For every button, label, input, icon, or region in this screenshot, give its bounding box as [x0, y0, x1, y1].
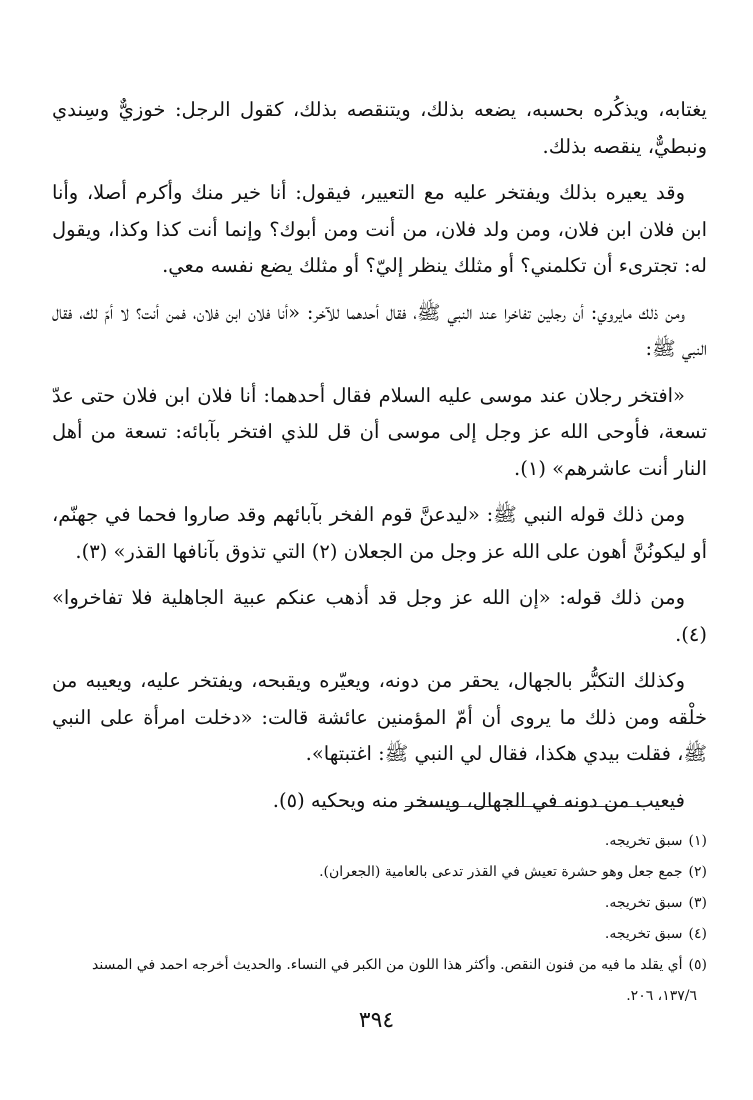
footnote-number: (٢): [688, 864, 707, 880]
footnote-text: سبق تخريجه.: [604, 926, 683, 942]
footnote-number: (٣): [688, 895, 707, 911]
main-text: [52, 92, 707, 829]
footnote-1: [52, 826, 707, 857]
footnote-text: سبق تخريجه.: [604, 895, 683, 911]
paragraph-4: «افتخر رجلان عند موسى عليه السلام فقال أحدهما: أنا فلان ابن فلان حتى عدّ تسعة، فأوحى الله عز وجل إلى موسى أن قل للذي افتخر بآبائه: تسعة من أهل النار أنت عاشرهم» (١).: [52, 383, 707, 480]
paragraph-6: ومن ذلك قوله: «إن الله عز وجل قد أذهب عنكم عبية الجاهلية فلا تفاخروا» (٤).: [52, 586, 707, 646]
footnote-number: (٤): [688, 926, 707, 942]
paragraph-1: يغتابه، ويذكُره بحسبه، يضعه بذلك، ويتنقصه بذلك، كقول الرجل: خوزيٌّ وسِندي ونبطيٌّ، ينقصه بذلك.: [52, 98, 707, 158]
footnote-number: (١): [688, 833, 707, 849]
footnote-text: جمع جعل وهو حشرة تعيش في القذر تدعى بالعامية (الجعران).: [319, 864, 683, 880]
footnote-5-continuation: ١٣٧/٦، ٢٠٦.: [626, 988, 697, 1004]
footnote-3: [52, 888, 707, 919]
paragraph-8: فيعيب من دونه في الجهال، ويسخر منه ويحكيه (٥).: [272, 788, 685, 812]
footnote-divider: [405, 806, 645, 807]
footnote-number: (٥): [688, 957, 707, 973]
footnote-4: [52, 919, 707, 950]
footnote-text: سبق تخريجه.: [604, 833, 683, 849]
footnotes: [52, 826, 707, 1012]
page-number: ٣٩٤: [358, 1008, 395, 1033]
footnote-5: [52, 950, 707, 981]
footnote-2: [52, 857, 707, 888]
paragraph-5: ومن ذلك قوله النبي ﷺ: «ليدعنَّ قوم الفخر بآبائهم وقد صاروا فحما في جهنّم، أو ليكونُنَّ أهون على الله عز وجل من الجعلان (٢) التي تذوق بآنافها القذر» (٣).: [52, 503, 707, 563]
paragraph-7: وكذلك التكبُّر بالجهال، يحقر من دونه، ويعيّره ويقبحه، ويفتخر عليه، ويعيبه من خلْقه ومن ذلك ما يروى أن أمّ المؤمنين عائشة قالت: «دخلت امرأة على النبي ﷺ، فقلت بيدي هكذا، فقال لي النبي ﷺ: اغتبتها».: [52, 669, 707, 765]
footnote-text: أي يقلد ما فيه من فنون النقص. وأكثر هذا اللون من الكبر في النساء. والحديث أخرجه احمد في المسند: [92, 957, 683, 973]
paragraph-2: وقد يعيره بذلك ويفتخر عليه مع التعيير، فيقول: أنا خير منك وأكرم أصلا، وأنا ابن فلان ابن فلان، ومن ولد فلان، من أنت ومن أبوك؟ وإنما أنت كذا وكذا، ويقول له: تجترىء أن تكلمني؟ أو مثلك ينظر إليّ؟ أو مثلك يضع نفسه معي.: [52, 181, 707, 277]
paragraph-3: ومن ذلك مايروي: أن رجلين تفاخرا عند النبي ﷺ، فقال أحدهما للآخر: «أنا فلان ابن فلان، فمن أنت؟ لا أمّ لك، فقال النبي ﷺ:: [52, 300, 707, 360]
